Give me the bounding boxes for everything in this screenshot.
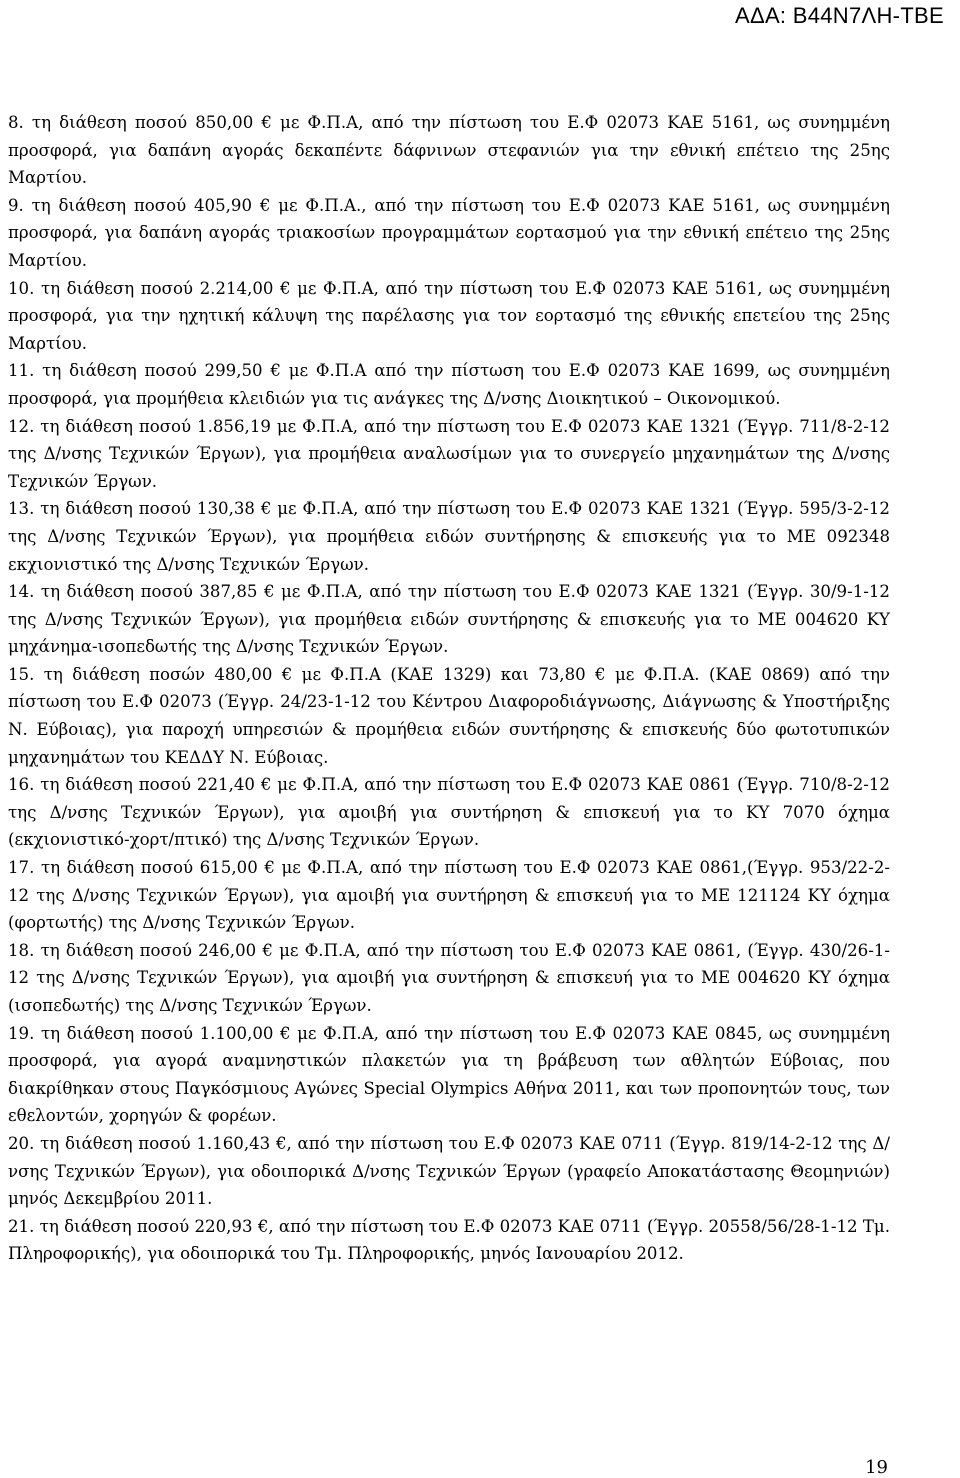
- list-item-8: 8. τη διάθεση ποσού 850,00 € με Φ.Π.Α, από την πίστωση του Ε.Φ 02073 ΚΑΕ 5161, ως συνημμένη προσφορά, για δαπάνη αγοράς δεκαπέντε δάφνινων στεφανιών για την εθνική επέτειο της 25ης Μαρτίου.: [8, 113, 890, 188]
- list-item-10: 10. τη διάθεση ποσού 2.214,00 € με Φ.Π.Α, από την πίστωση του Ε.Φ 02073 ΚΑΕ 5161, ως συνημμένη προσφορά, για την ηχητική κάλυψη της παρέλασης για τον εορτασμό της εθνικής επετείου της 25ης Μαρτίου.: [8, 278, 890, 353]
- list-item-16: 16. τη διάθεση ποσού 221,40 € με Φ.Π.Α, από την πίστωση του Ε.Φ 02073 ΚΑΕ 0861 (Έγγρ. 710/8-2-12 της Δ/νσης Τεχνικών Έργων), για αμοιβή για συντήρηση & επισκευή για το ΚΥ 7070 όχημα (εκχιονιστικό-χορτ/πτικό) της Δ/νσης Τεχνικών Έργων.: [8, 775, 890, 850]
- list-item-14: 14. τη διάθεση ποσού 387,85 € με Φ.Π.Α, από την πίστωση του Ε.Φ 02073 ΚΑΕ 1321 (Έγγρ. 30/9-1-12 της Δ/νσης Τεχνικών Έργων), για προμήθεια ειδών συντήρησης & επισκευής για το ΜΕ 004620 ΚΥ μηχάνημα-ισοπεδωτής της Δ/νσης Τεχνικών Έργων.: [8, 582, 890, 657]
- list-item-17: 17. τη διάθεση ποσού 615,00 € με Φ.Π.Α, από την πίστωση του Ε.Φ 02073 ΚΑΕ 0861,(Έγγρ. 953/22-2-12 της Δ/νσης Τεχνικών Έργων), για αμοιβή για συντήρηση & επισκευή για το ΜΕ 121124 ΚΥ όχημα (φορτωτής) της Δ/νσης Τεχνικών Έργων.: [8, 858, 890, 933]
- list-item-13: 13. τη διάθεση ποσού 130,38 € με Φ.Π.Α, από την πίστωση του Ε.Φ 02073 ΚΑΕ 1321 (Έγγρ. 595/3-2-12 της Δ/νσης Τεχνικών Έργων), για προμήθεια ειδών συντήρησης & επισκευής για το ΜΕ 092348 εκχιονιστικό της Δ/νσης Τεχνικών Έργων.: [8, 499, 890, 574]
- ada-code-header: ΑΔΑ: Β44Ν7ΛΗ-ΤΒΕ: [734, 3, 944, 28]
- document-body: [8, 109, 890, 1268]
- page-number: 19: [865, 1457, 888, 1478]
- list-item-18: 18. τη διάθεση ποσού 246,00 € με Φ.Π.Α, από την πίστωση του Ε.Φ 02073 ΚΑΕ 0861, (Έγγρ. 430/26-1-12 της Δ/νσης Τεχνικών Έργων), για αμοιβή για συντήρηση & επισκευή για το ΜΕ 004620 ΚΥ όχημα (ισοπεδωτής) της Δ/νσης Τεχνικών Έργων.: [8, 940, 890, 1015]
- list-item-12: 12. τη διάθεση ποσού 1.856,19 με Φ.Π.Α, από την πίστωση του Ε.Φ 02073 ΚΑΕ 1321 (Έγγρ. 711/8-2-12 της Δ/νσης Τεχνικών Έργων), για προμήθεια αναλωσίμων για το συνεργείο μηχανημάτων της Δ/νσης Τεχνικών Έργων.: [8, 416, 890, 491]
- list-item-9: 9. τη διάθεση ποσού 405,90 € με Φ.Π.Α., από την πίστωση του Ε.Φ 02073 ΚΑΕ 5161, ως συνημμένη προσφορά, για δαπάνη αγοράς τριακοσίων προγραμμάτων εορτασμού για την εθνική επέτειο της 25ης Μαρτίου.: [8, 195, 890, 270]
- list-item-15: 15. τη διάθεση ποσών 480,00 € με Φ.Π.Α (ΚΑΕ 1329) και 73,80 € με Φ.Π.Α. (ΚΑΕ 0869) από την πίστωση του Ε.Φ 02073 (Έγγρ. 24/23-1-12 του Κέντρου Διαφοροδιάγνωσης, Διάγνωσης & Υποστήριξης Ν. Εύβοιας), για παροχή υπηρεσιών & προμήθεια ειδών συντήρησης & επισκευής δύο φωτοτυπικών μηχανημάτων του ΚΕΔΔΥ Ν. Εύβοιας.: [8, 664, 890, 767]
- list-item-21: 21. τη διάθεση ποσού 220,93 €, από την πίστωση του Ε.Φ 02073 ΚΑΕ 0711 (Έγγρ. 20558/56/28-1-12 Τμ. Πληροφορικής), για οδοιπορικά του Τμ. Πληροφορικής, μηνός Ιανουαρίου 2012.: [8, 1216, 890, 1264]
- list-item-20: 20. τη διάθεση ποσού 1.160,43 €, από την πίστωση του Ε.Φ 02073 ΚΑΕ 0711 (Έγγρ. 819/14-2-12 της Δ/νσης Τεχνικών Έργων), για οδοιπορικά Δ/νσης Τεχνικών Έργων (γραφείο Αποκατάστασης Θεομηνιών) μηνός Δεκεμβρίου 2011.: [8, 1133, 890, 1209]
- list-item-19: 19. τη διάθεση ποσού 1.100,00 € με Φ.Π.Α, από την πίστωση του Ε.Φ 02073 ΚΑΕ 0845, ως συνημμένη προσφορά, για αγορά αναμνηστικών πλακετών για τη βράβευση των αθλητών Εύβοιας, που διακρίθηκαν στους Παγκόσμιους Αγώνες Special Olympics Αθήνα 2011, και των προπονητών τους, των εθελοντών, χορηγών & φορέων.: [8, 1023, 890, 1126]
- list-item-11: 11. τη διάθεση ποσού 299,50 € με Φ.Π.Α από την πίστωση του Ε.Φ 02073 ΚΑΕ 1699, ως συνημμένη προσφορά, για προμήθεια κλειδιών για τις ανάγκες της Δ/νσης Διοικητικού – Οικονομικού.: [8, 361, 890, 408]
